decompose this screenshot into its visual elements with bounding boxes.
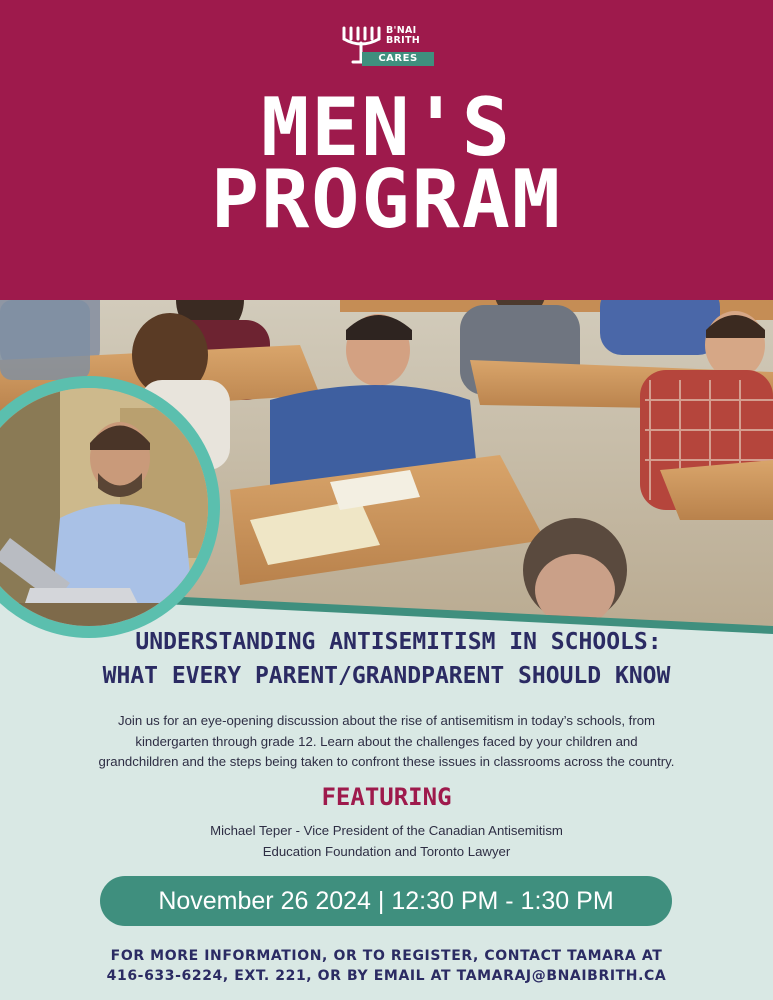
speaker-line2: Education Foundation and Toronto Lawyer [262,843,511,859]
description-line1: Join us for an eye-opening discussion about the rise of antisemitism in today’s schools, from [117,713,656,728]
logo-wordmark [386,26,420,46]
title-line1: MEN'S [261,81,512,174]
description [60,711,713,773]
contact-line2: 416-633-6224, EXT. 221, OR BY EMAIL AT TAMARAJ@BNAIBRITH.CA [106,968,667,984]
speaker-info [0,821,773,862]
title-line2: PROGRAM [210,153,563,246]
subheading-line1: UNDERSTANDING ANTISEMITISM IN SCHOOLS: [135,629,662,655]
description-line2: kindergarten through grade 12. Learn about the challenges faced by your children and [135,733,638,749]
featuring-heading: FEATURING [321,783,452,811]
speaker-line1: Michael Teper - Vice President of the Canadian Antisemitism [210,823,563,838]
contact-info [0,946,773,986]
contact-line1: FOR MORE INFORMATION, OR TO REGISTER, CONTACT TAMARA AT [110,948,663,964]
logo-line1: B'NAI [386,25,417,36]
bnai-brith-logo [340,25,440,69]
description-line3: grandchildren and the steps being taken to confront these issues in classrooms across the country. [98,754,675,769]
subheading-line2: WHAT EVERY PARENT/GRANDPARENT SHOULD KNOW [102,663,671,689]
logo-cares-tag: CARES [362,52,434,66]
event-date-banner: November 26 2024 | 12:30 PM - 1:30 PM [100,876,672,926]
logo-line2: BRITH [386,35,421,46]
